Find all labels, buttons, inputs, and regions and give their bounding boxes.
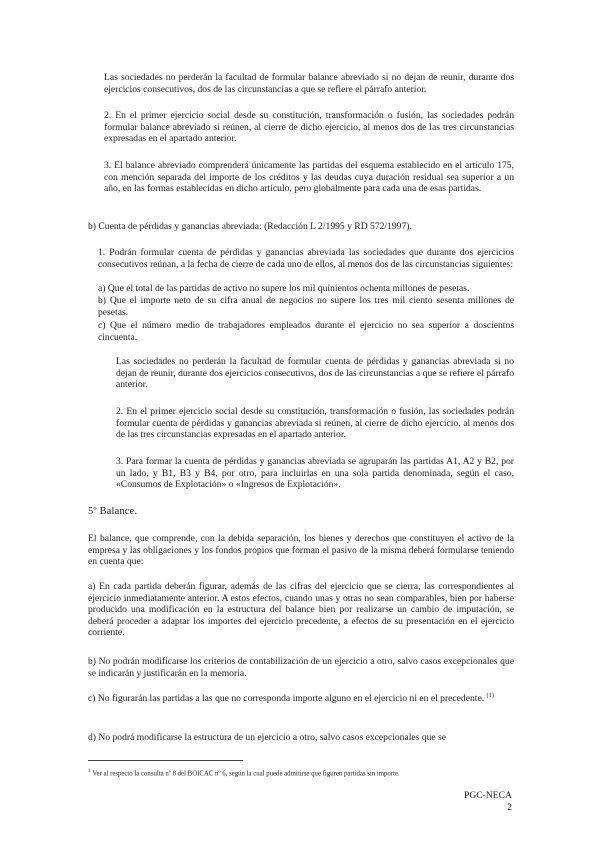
section-b-heading: b) Cuenta de pérdidas y ganancias abreviada: (Redacción L 2/1995 y RD 572/1997). (88, 221, 412, 232)
paragraph-item-3: 3. El balance abreviado comprenderá únicamente las partidas del esquema establecido en el artículo 175, con mención separada del importe de los créditos y las deudas cuya duración residual sea superior a un año, en las formas establecidas en dicho artículo, pero globalmente para cada una de esas partidas. (104, 160, 514, 195)
paragraph-item-2: 2. En el primer ejercicio social desde su constitución, transformación o fusión, las sociedades podrán formular balance abreviado si reúnen, al cierre de dicho ejercicio, al menos dos de las tres circunstancias expresadas en el apartado anterior. (104, 110, 514, 145)
footnote-reference[interactable]: (1) (486, 691, 495, 699)
paragraph-continuation: Las sociedades no perderán la facultad de formular balance abreviado si no dejan de reunir, durante dos ejercicios consecutivos, dos de las circunstancias a que se refiere el párrafo anterior. (104, 72, 514, 95)
section-b-item-1-closing: Las sociedades no perderán la facultad de formular cuenta de pérdidas y ganancias abreviada si no dejan de reunir, durante dos ejercicios consecutivos, dos de las circunstancias a que se refiere el párrafo anterior. (116, 356, 514, 391)
document-code: PGC-NECA (464, 790, 512, 801)
section-5-intro: El balance, que comprende, con la debida separación, los bienes y derechos que constituyen el activo de la empresa y las obligaciones y los fondos propios que forman el pasivo de la misma deberá formularse teniendo en cuenta que: (88, 533, 514, 568)
section-b-item-1b: b) Que el importe neto de su cifra anual de negocios no supere los tres mil ciento sesenta millones de pesetas. (98, 295, 514, 318)
section-5-item-c-text: c) No figurarán las partidas a las que no corresponda importe alguno en el ejercicio ni en el precedente. (88, 693, 485, 704)
section-b-item-1: 1. Podrán formular cuenta de pérdidas y ganancias abreviada las sociedades que durante dos ejercicios consecutivos reúnan, a la fecha de cierre de cada uno de ellos, al menos dos de las circunstancias siguientes: (98, 247, 514, 270)
section-5-item-b: b) No podrán modificarse los criterios de contabilización de un ejercicio a otro, salvo casos excepcionales que se indicarán y justificarán en la memoria. (88, 656, 514, 679)
section-5-heading: 5º Balance. (88, 506, 138, 517)
section-b-item-1c: c) Que el número medio de trabajadores empleados durante el ejercicio no sea superior a doscientos cincuenta. (98, 320, 514, 343)
footnote (88, 767, 528, 778)
page-footer (464, 790, 512, 813)
section-b-item-3: 3. Para formar la cuenta de pérdidas y ganancias abreviada se agruparán las partidas A1, A2 y B2, por un lado, y B1, B3 y B4, por otro, para incluirlas en una sola partida denominada, según el caso, «Consumos de Explotación» o «Ingresos de Explotación». (116, 456, 514, 491)
section-5-item-a: a) En cada partida deberán figurar, además de las cifras del ejercicio que se cierra, las correspondientes al ejercicio inmediatamente anterior. A estos efectos, cuando unas y otras no sean comparables, bien por haberse producido una modificación en la estructura del balance bien por realizarse un cambio de imputación, se deberá proceder a adaptar los importes del ejercicio precedente, a efectos de su presentación en el ejercicio corriente. (88, 581, 514, 639)
footnote-text: Ver al respecto la consulta nº 8 del BOICAC nº 6, según la cual puede admitirse que figuren partidas sin importe. (92, 770, 400, 778)
section-5-item-d: d) No podrá modificarse la estructura de un ejercicio a otro, salvo casos excepcionales que se (88, 732, 447, 743)
section-b-item-1a: a) Que el total de las partidas de activo no supere los mil quinientos ochenta millones de pesetas. (98, 283, 470, 294)
footnote-mark: 1 (88, 768, 91, 774)
footnote-divider (88, 760, 243, 761)
section-b-item-2: 2. En el primer ejercicio social desde su constitución, transformación o fusión, las sociedades podrán formular cuenta de pérdidas y ganancias abreviada si reúnen, al cierre de dicho ejercicio, al menos dos de las tres circunstancias expresadas en el apartado anterior. (116, 406, 514, 441)
section-5-item-c (88, 693, 514, 705)
page-number: 2 (507, 801, 512, 813)
